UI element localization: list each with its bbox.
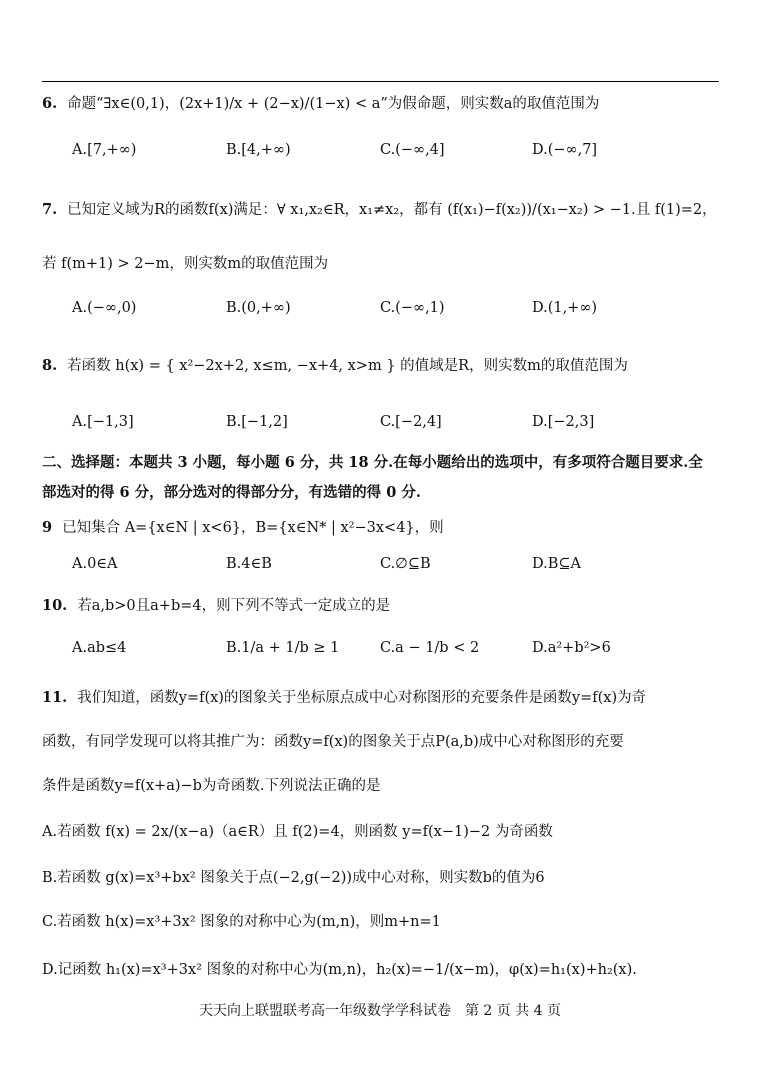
question-text: 已知集合 A={x∈N | x<6}，B={x∈N* | x²−3x<4}，则 [62, 520, 444, 536]
question-number: 10. [42, 597, 68, 614]
option-a: A.0∈A [72, 556, 118, 572]
option-b: B.[4,+∞) [226, 142, 291, 158]
header-rule [42, 81, 719, 82]
option-c: C.(−∞,4] [380, 142, 445, 158]
option-a: A.若函数 f(x) = 2x/(x−a)（a∈R）且 f(2)=4，则函数 y=f(x−1)−2 为奇函数 [42, 824, 553, 840]
option-b: B.4∈B [226, 556, 272, 572]
page-footer: 天天向上联盟联考高一年级数学学科试卷 第 2 页 共 4 页 [198, 1003, 562, 1019]
option-b: B.若函数 g(x)=x³+bx² 图象关于点(−2,g(−2))成中心对称，则实数b的值为6 [42, 870, 545, 886]
question-number: 6. [42, 95, 58, 112]
option-c: C.(−∞,1) [380, 300, 445, 316]
question-number: 8. [42, 357, 58, 374]
option-a: A.ab≤4 [72, 640, 127, 656]
question-9 [42, 518, 722, 538]
question-text: 若a,b>0且a+b=4，则下列不等式一定成立的是 [77, 598, 391, 614]
option-d: D.(1,+∞) [532, 300, 598, 316]
question-6 [42, 94, 722, 114]
question-number: 7. [42, 201, 58, 218]
option-a: A.[−1,3] [72, 414, 134, 430]
question-number: 9 [42, 519, 53, 536]
option-d: D.记函数 h₁(x)=x³+3x² 图象的对称中心为(m,n)，h₂(x)=−1/(x−m)，φ(x)=h₁(x)+h₂(x). [42, 962, 637, 978]
option-d: D.(−∞,7] [532, 142, 598, 158]
question-7-line2: 若 f(m+1) > 2−m，则实数m的取值范围为 [42, 256, 329, 272]
option-d: D.a²+b²>6 [532, 640, 611, 656]
question-text-line1: 我们知道，函数y=f(x)的图象关于坐标原点成中心对称图形的充要条件是函数y=f(x)为奇 [77, 690, 647, 706]
option-a: A.(−∞,0) [72, 300, 137, 316]
option-c: C.∅⊆B [380, 556, 431, 572]
question-text: 若函数 h(x) = { x²−2x+2, x≤m, −x+4, x>m } 的值域是R，则实数m的取值范围为 [67, 358, 628, 374]
question-11-line3: 条件是函数y=f(x+a)−b为奇函数.下列说法正确的是 [42, 778, 381, 794]
option-c: C.[−2,4] [380, 414, 442, 430]
option-b: B.(0,+∞) [226, 300, 291, 316]
question-text-line1: 已知定义域为R的函数f(x)满足：∀ x₁,x₂∈R，x₁≠x₂，都有 (f(x₁)−f(x₂))/(x₁−x₂) > −1.且 f(1)=2， [67, 202, 717, 218]
question-text: 命题“∃x∈(0,1)，(2x+1)/x + (2−x)/(1−x) < a”为假命题，则实数a的取值范围为 [67, 96, 600, 112]
option-d: D.B⊆A [532, 556, 581, 572]
option-a: A.[7,+∞) [72, 142, 137, 158]
question-10 [42, 596, 722, 616]
option-c: C.a − 1/b < 2 [380, 640, 480, 656]
section-heading-line1: 二、选择题：本题共 3 小题，每小题 6 分，共 18 分.在每小题给出的选项中，有多项符合题目要求.全 [42, 454, 703, 471]
question-7 [42, 200, 722, 220]
question-8 [42, 356, 722, 376]
question-11-line2: 函数，有同学发现可以将其推广为：函数y=f(x)的图象关于点P(a,b)成中心对称图形的充要 [42, 734, 624, 750]
section-heading-line2: 部选对的得 6 分，部分选对的得部分分，有选错的得 0 分. [42, 484, 421, 501]
option-c: C.若函数 h(x)=x³+3x² 图象的对称中心为(m,n)，则m+n=1 [42, 914, 441, 930]
option-d: D.[−2,3] [532, 414, 595, 430]
option-b: B.[−1,2] [226, 414, 288, 430]
question-11 [42, 688, 722, 708]
option-b: B.1/a + 1/b ≥ 1 [226, 640, 340, 656]
question-number: 11. [42, 689, 68, 706]
